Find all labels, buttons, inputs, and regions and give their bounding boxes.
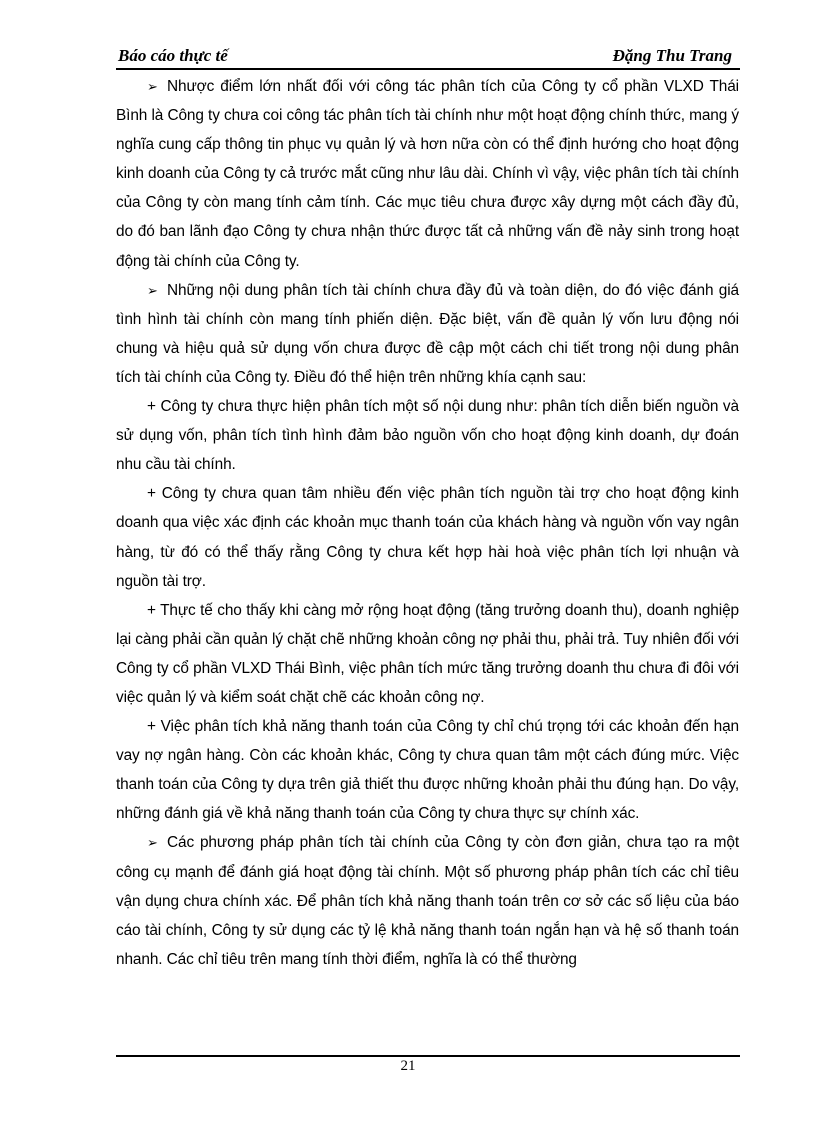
arrow-bullet-icon: ➢ [147, 282, 158, 298]
paragraph-text: Những nội dung phân tích tài chính chưa đầy đủ và toàn diện, do đó việc đánh giá tình hình tài chính còn mang tính phiến diện. Đặc biệt, vấn đề quản lý vốn lưu động nói chung và hiệu quả sử dụng vốn chưa được đề cập một cách chi tiết trong nội dung phân tích tài chính của Công ty. Điều đó thể hiện trên những khía cạnh sau: [116, 281, 739, 386]
document-body [116, 72, 739, 974]
header-report-title: Báo cáo thực tế [118, 46, 228, 65]
paragraph-text: Các phương pháp phân tích tài chính của Công ty còn đơn giản, chưa tạo ra một công cụ mạnh để đánh giá hoạt động tài chính. Một số phương pháp phân tích các chỉ tiêu vận dụng chưa chính xác. Để phân tích khả năng thanh toán trên cơ sở các số liệu của báo cáo tài chính, Công ty sử dụng các tỷ lệ khả năng thanh toán ngắn hạn và hệ số thanh toán nhanh. Các chỉ tiêu trên mang tính thời điểm, nghĩa là có thể thường [116, 834, 739, 968]
paragraph-point-3: + Thực tế cho thấy khi càng mở rộng hoạt động (tăng trưởng doanh thu), doanh nghiệp lại càng phải cần quản lý chặt chẽ những khoản công nợ phải thu, phải trả. Tuy nhiên đối với Công ty cổ phần VLXD Thái Bình, việc phân tích mức tăng trưởng doanh thu chưa đi đôi với việc quản lý và kiểm soát chặt chẽ các khoản công nợ. [116, 601, 739, 706]
arrow-bullet-icon: ➢ [147, 835, 158, 851]
paragraph-point-1: + Công ty chưa thực hiện phân tích một số nội dung như: phân tích diễn biến nguồn và sử dụng vốn, phân tích tình hình đảm bảo nguồn vốn cho hoạt động kinh doanh, dự đoán nhu cầu tài chính. [116, 398, 739, 474]
paragraph-point-4: + Việc phân tích khả năng thanh toán của Công ty chỉ chú trọng tới các khoản đến hạn vay nợ ngân hàng. Còn các khoản khác, Công ty chưa quan tâm một cách đúng mức. Việc thanh toán của Công ty dựa trên giả thiết thu được những khoản phải thu đúng hạn. Do vậy, những đánh giá về khả năng thanh toán của Công ty chưa thực sự chính xác. [116, 718, 739, 823]
paragraph-weakness-3 [116, 828, 739, 973]
header-author-name: Đặng Thu Trang [612, 46, 732, 65]
paragraph-point-2: + Công ty chưa quan tâm nhiều đến việc phân tích nguồn tài trợ cho hoạt động kinh doanh qua việc xác định các khoản mục thanh toán của khách hàng và nguồn vốn vay ngân hàng, từ đó có thể thấy rằng Công ty chưa kết hợp hài hoà việc phân tích lợi nhuận và nguồn tài trợ. [116, 485, 739, 590]
paragraph-weakness-2 [116, 276, 739, 392]
page-number: 21 [400, 1058, 416, 1074]
arrow-bullet-icon: ➢ [147, 79, 158, 94]
paragraph-text: Nhược điểm lớn nhất đối với công tác phân tích của Công ty cổ phần VLXD Thái Bình là Công ty chưa coi công tác phân tích tài chính như một hoạt động chính thức, mang ý nghĩa cung cấp thông tin phục vụ quản lý và hơn nữa còn có thể định hướng cho hoạt động kinh doanh của Công ty cả trước mắt cũng như lâu dài. Chính vì vậy, việc phân tích tài chính của Công ty còn mang tính cảm tính. Các mục tiêu chưa được xây dựng một cách đầy đủ, do đó ban lãnh đạo Công ty chưa nhận thức được tất cả những vấn đề nảy sinh trong hoạt động tài chính của Công ty. [116, 78, 739, 270]
page-header [116, 46, 740, 70]
paragraph-weakness-1 [116, 72, 739, 276]
